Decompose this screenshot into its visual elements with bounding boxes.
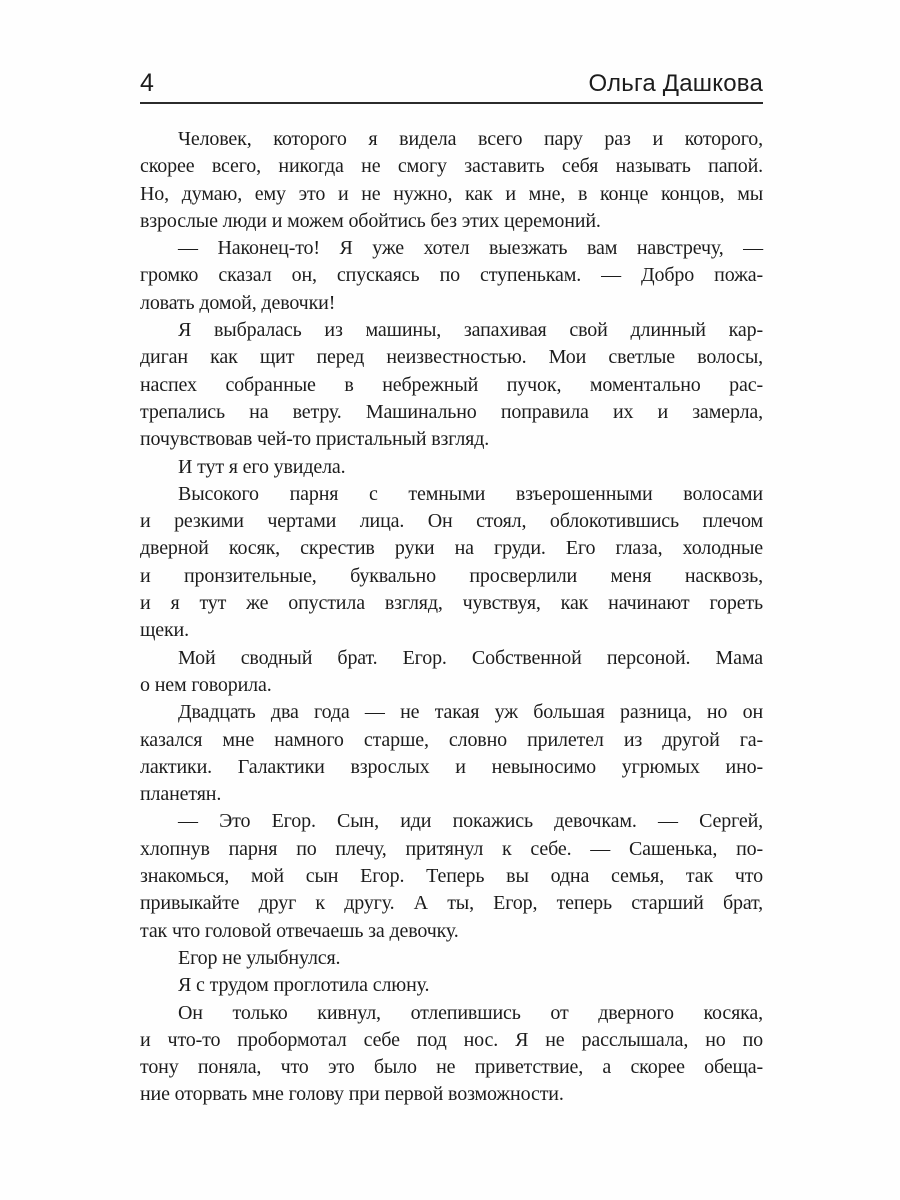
page-number: 4 [140, 69, 155, 97]
text-line: Я выбралась из машины, запахивая свой длинный кар- [178, 319, 763, 342]
text-line: и я тут же опустила взгляд, чувствуя, как начинают гореть [140, 592, 763, 615]
text-line: — Наконец-то! Я уже хотел выезжать вам навстречу, — [178, 237, 763, 260]
text-line: наспех собранные в небрежный пучок, моментально рас- [140, 373, 763, 396]
paragraph [140, 808, 763, 944]
paragraph [140, 699, 763, 808]
text-line: планетян. [140, 783, 222, 806]
page-body [140, 126, 763, 1109]
text-line: Я с трудом проглотила слюну. [178, 974, 430, 997]
paragraph [140, 317, 763, 453]
text-line: взрослые люди и можем обойтись без этих церемоний. [140, 209, 601, 232]
text-line: почувствовав чей-то пристальный взгляд. [140, 428, 490, 451]
paragraph [140, 645, 763, 700]
running-head-author: Ольга Дашкова [588, 70, 763, 97]
text-line: казался мне намного старше, словно прилетел из другой га- [140, 728, 763, 751]
text-line: диган как щит перед неизвестностью. Мои светлые волосы, [140, 346, 763, 369]
text-line: Он только кивнул, отлепившись от дверного косяка, [178, 1001, 763, 1024]
text-line: и пронзительные, буквально просверлили меня насквозь, [140, 564, 763, 587]
text-line: скорее всего, никогда не смогу заставить себя называть папой. [140, 155, 763, 178]
text-line: — Это Егор. Сын, иди покажись девочкам. — Сергей, [178, 810, 763, 833]
text-line: щеки. [140, 619, 189, 642]
text-line: о нем говорила. [140, 673, 272, 696]
text-line: Егор не улыбнулся. [178, 946, 341, 969]
text-line: ловать домой, девочки! [140, 291, 336, 314]
text-line: Двадцать два года — не такая уж большая разница, но он [178, 701, 763, 724]
text-line: И тут я его увидела. [178, 455, 346, 478]
text-line: трепались на ветру. Машинально поправила их и замерла, [140, 400, 763, 423]
page-header [140, 68, 763, 104]
text-line: так что головой отвечаешь за девочку. [140, 919, 459, 942]
paragraph [140, 235, 763, 317]
text-line: Высокого парня с темными взъерошенными волосами [178, 482, 763, 505]
paragraph [140, 454, 763, 481]
text-line: дверной косяк, скрестив руки на груди. Его глаза, холодные [140, 537, 763, 560]
text-line: Но, думаю, ему это и не нужно, как и мне, в конце концов, мы [140, 182, 763, 205]
text-line: громко сказал он, спускаясь по ступенькам. — Добро пожа- [140, 264, 763, 287]
text-line: Мой сводный брат. Егор. Собственной персоной. Мама [178, 646, 763, 669]
text-line: тону поняла, что это было не приветствие, а скорее обеща- [140, 1056, 763, 1079]
text-line: и резкими чертами лица. Он стоял, облокотившись плечом [140, 510, 763, 533]
text-line: Человек, которого я видела всего пару раз и которого, [178, 128, 763, 150]
text-line: хлопнув парня по плечу, притянул к себе. — Сашенька, по- [140, 837, 763, 860]
paragraph [140, 972, 763, 999]
paragraph [140, 1000, 763, 1109]
text-line: и что-то пробормотал себе под нос. Я не расслышала, но по [140, 1028, 763, 1051]
text-line: ние оторвать мне голову при первой возможности. [140, 1083, 564, 1106]
text-line: привыкайте друг к другу. А ты, Егор, теперь старший брат, [140, 892, 763, 915]
text-line: лактики. Галактики взрослых и невыносимо угрюмых ино- [140, 755, 763, 778]
text-line: знакомься, мой сын Егор. Теперь вы одна семья, так что [140, 865, 763, 888]
paragraph [140, 481, 763, 645]
paragraph [140, 945, 763, 972]
paragraph [140, 126, 763, 235]
